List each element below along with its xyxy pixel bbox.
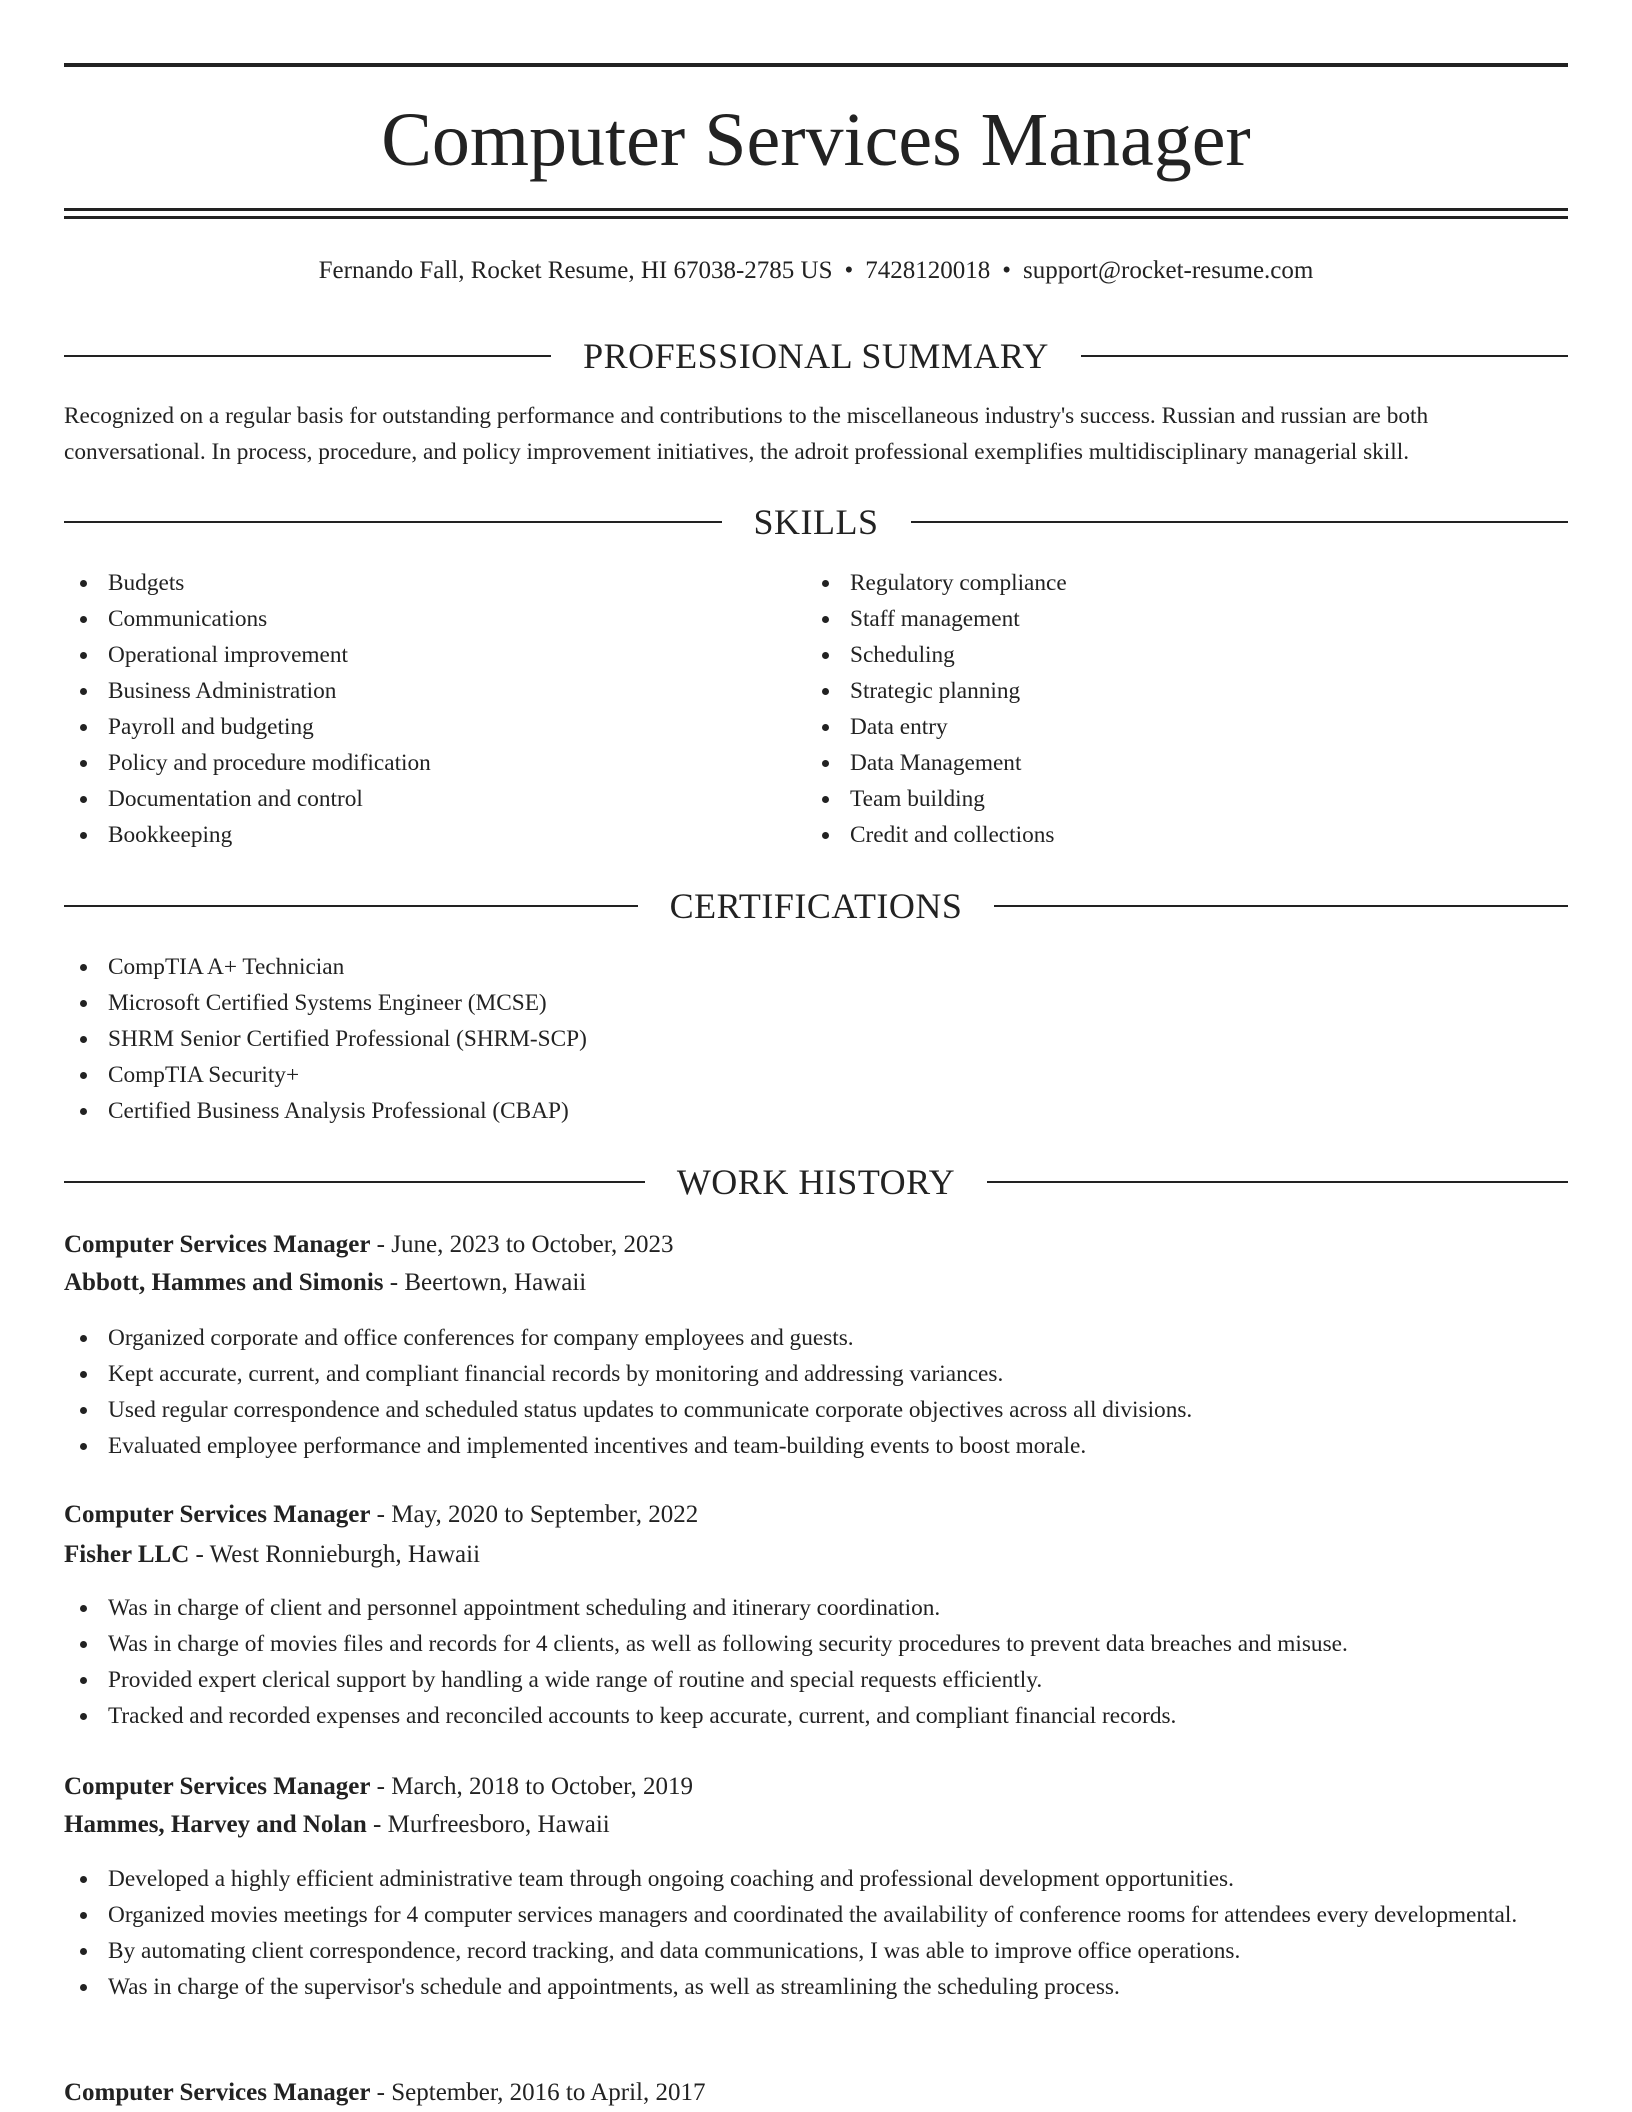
job-dash: -: [370, 1231, 392, 1258]
certification-item: Microsoft Certified Systems Engineer (MCSE): [64, 985, 1568, 1021]
job-dates: March, 2018 to October, 2019: [391, 1773, 693, 1800]
skill-item: Regulatory compliance: [806, 565, 1546, 601]
job-dates: September, 2016 to April, 2017: [391, 2079, 706, 2106]
heading-rule-left: [64, 905, 638, 907]
job-dash: -: [366, 1811, 388, 1838]
job-bullet: Developed a highly efficient administrative team through ongoing coaching and professional development opportunities.: [64, 1861, 1568, 1897]
job-bullet: Kept accurate, current, and compliant financial records by monitoring and addressing variances.: [64, 1356, 1568, 1392]
job-bullet: Was in charge of the supervisor's schedule and appointments, as well as streamlining the scheduling process.: [64, 1969, 1568, 2005]
skill-item: Business Administration: [64, 673, 784, 709]
job-dash: -: [189, 1541, 210, 1568]
skill-item: Team building: [806, 781, 1546, 817]
skills-heading: SKILLS: [753, 502, 879, 542]
title-rule-upper: [64, 208, 1568, 211]
job-title-line: [64, 2074, 1568, 2112]
certifications-list: [64, 949, 1568, 1129]
certification-item: SHRM Senior Certified Professional (SHRM-SCP): [64, 1021, 1568, 1057]
job-location: Beertown, Hawaii: [404, 1269, 587, 1296]
job-bullet: Was in charge of movies files and records for 4 clients, as well as following security procedures to prevent data breaches and misuse.: [64, 1626, 1568, 1662]
skill-item: Documentation and control: [64, 781, 784, 817]
job-bullet: Organized movies meetings for 4 computer services managers and coordinated the availability of conference rooms for attendees every developmental.: [64, 1897, 1568, 1933]
job-bullets: [64, 1590, 1568, 1734]
skill-item: Operational improvement: [64, 637, 784, 673]
summary-heading-row: [64, 334, 1568, 378]
job-dash: -: [370, 1501, 392, 1528]
title-rule-lower: [64, 216, 1568, 219]
contact-address: Fernando Fall, Rocket Resume, HI 67038-2785 US: [318, 257, 833, 284]
job-title: Computer Services Manager: [64, 1773, 371, 1800]
contact-phone: 7428120018: [865, 257, 991, 284]
skill-item: Communications: [64, 601, 784, 637]
job-title: Computer Services Manager: [64, 2079, 371, 2106]
job-dates: May, 2020 to September, 2022: [391, 1501, 699, 1528]
heading-rule-right: [1081, 355, 1568, 357]
job-company: Hammes, Harvey and Nolan: [64, 1811, 367, 1838]
job-company: Fisher LLC: [64, 1541, 190, 1568]
job-bullet: Was in charge of client and personnel appointment scheduling and itinerary coordination.: [64, 1590, 1568, 1626]
job-bullet: Evaluated employee performance and implemented incentives and team-building events to boost morale.: [64, 1428, 1568, 1464]
skills-heading-row: [64, 500, 1568, 544]
contact-email: support@rocket-resume.com: [1023, 257, 1314, 284]
skill-item: Budgets: [64, 565, 784, 601]
job-company: Abbott, Hammes and Simonis: [64, 1269, 384, 1296]
job-location: Murfreesboro, Hawaii: [387, 1811, 610, 1838]
work-history-heading: WORK HISTORY: [676, 1162, 956, 1202]
skill-item: Scheduling: [806, 637, 1546, 673]
job-title-line: [64, 1768, 1568, 1806]
job-dash: -: [383, 1269, 405, 1296]
job-dash: -: [370, 1773, 392, 1800]
certifications-heading-row: [64, 884, 1568, 928]
top-rule: [64, 63, 1568, 67]
skills-list-left: [64, 565, 784, 853]
job-bullets: [64, 1861, 1568, 2005]
contact-line: [64, 253, 1568, 289]
job-company-line: [64, 1536, 1568, 1574]
job-bullets: [64, 1320, 1568, 1464]
contact-separator: •: [844, 257, 854, 284]
job-bullet: Provided expert clerical support by handling a wide range of routine and special requests efficiently.: [64, 1662, 1568, 1698]
skill-item: Policy and procedure modification: [64, 745, 784, 781]
job-bullet: By automating client correspondence, record tracking, and data communications, I was able to improve office operations.: [64, 1933, 1568, 1969]
heading-rule-left: [64, 355, 551, 357]
heading-rule-right: [987, 1181, 1568, 1183]
skill-item: Credit and collections: [806, 817, 1546, 853]
page-title: Computer Services Manager: [381, 98, 1251, 182]
summary-text: Recognized on a regular basis for outstanding performance and contributions to the miscellaneous industry's success. Russian and russian are both conversational. In process, procedure, and policy improvement initiatives, the adroit professional exemplifies multidisciplinary managerial skill.: [64, 403, 1429, 465]
job-location: West Ronnieburgh, Hawaii: [209, 1541, 481, 1568]
contact-separator: •: [1002, 257, 1012, 284]
work-history-heading-row: [64, 1160, 1568, 1204]
skills-list-right: [806, 565, 1546, 853]
job-title-line: [64, 1226, 1568, 1264]
summary-heading: PROFESSIONAL SUMMARY: [583, 336, 1049, 376]
job-bullet: Organized corporate and office conferences for company employees and guests.: [64, 1320, 1568, 1356]
heading-rule-right: [994, 905, 1568, 907]
skill-item: Payroll and budgeting: [64, 709, 784, 745]
heading-rule-left: [64, 521, 722, 523]
heading-rule-right: [911, 521, 1569, 523]
job-bullet: Used regular correspondence and scheduled status updates to communicate corporate objectives across all divisions.: [64, 1392, 1568, 1428]
job-title: Computer Services Manager: [64, 1501, 371, 1528]
skill-item: Bookkeeping: [64, 817, 784, 853]
heading-rule-left: [64, 1181, 645, 1183]
job-dates: June, 2023 to October, 2023: [391, 1231, 674, 1258]
skill-item: Data Management: [806, 745, 1546, 781]
certification-item: Certified Business Analysis Professional (CBAP): [64, 1093, 1568, 1129]
certification-item: CompTIA A+ Technician: [64, 949, 1568, 985]
skill-item: Strategic planning: [806, 673, 1546, 709]
job-dash: -: [370, 2079, 392, 2106]
job-bullet: Tracked and recorded expenses and reconciled accounts to keep accurate, current, and compliant financial records.: [64, 1698, 1568, 1734]
job-title: Computer Services Manager: [64, 1231, 371, 1258]
certification-item: CompTIA Security+: [64, 1057, 1568, 1093]
job-company-line: [64, 1806, 1568, 1844]
skill-item: Data entry: [806, 709, 1546, 745]
job-company-line: [64, 1264, 1568, 1302]
job-title-line: [64, 1496, 1568, 1534]
skill-item: Staff management: [806, 601, 1546, 637]
certifications-heading: CERTIFICATIONS: [669, 886, 963, 926]
